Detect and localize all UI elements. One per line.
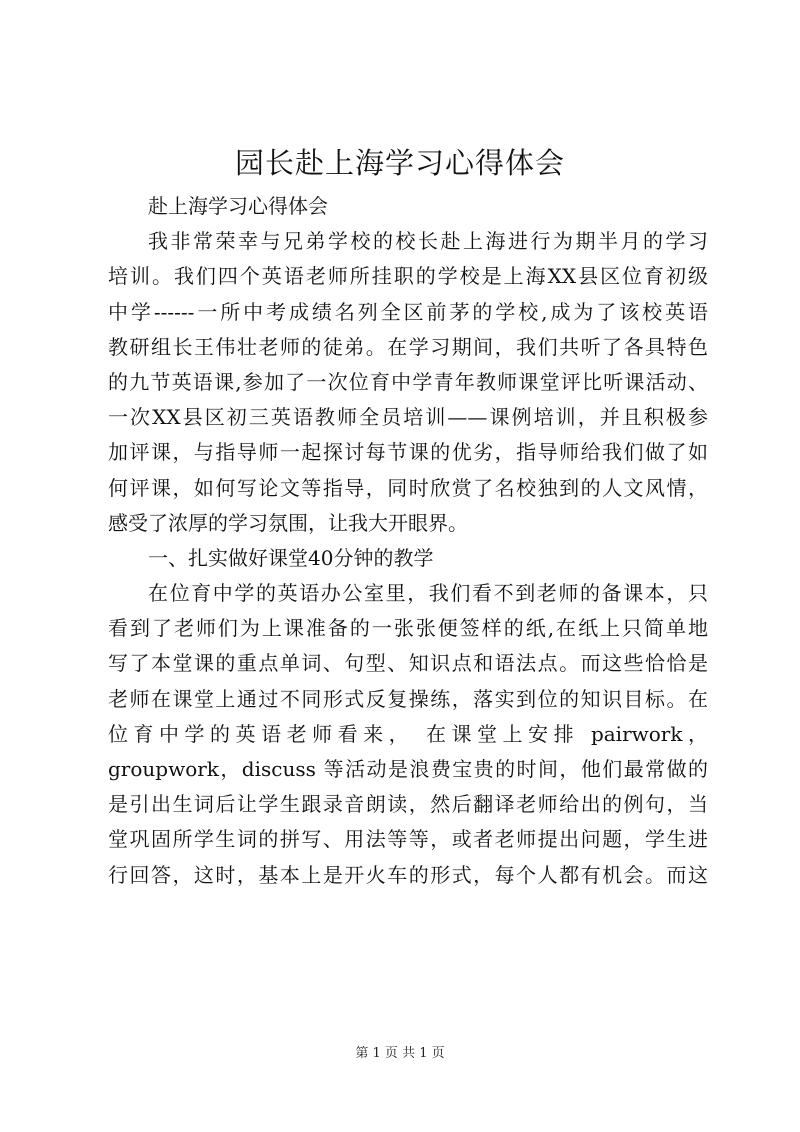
document-body (108, 189, 708, 893)
paragraph-line: 老师在课堂上通过不同形式反复操练，落实到位的知识目标。在 (108, 686, 708, 711)
subtitle-line: 赴上海学习心得体会 (148, 194, 328, 218)
paragraph-line: 的九节英语课,参加了一次位育中学青年教师课堂评比听课活动、 (108, 369, 708, 394)
paragraph-line: 教研组长王伟壮老师的徒弟。在学习期间，我们共听了各具特色 (108, 334, 708, 359)
paragraph-line: 培训。我们四个英语老师所挂职的学校是上海XX县区位育初级 (108, 264, 708, 289)
paragraph-line: 加评课，与指导师一起探讨每节课的优劣，指导师给我们做了如 (108, 440, 708, 465)
paragraph-line: 感受了浓厚的学习氛围，让我大开眼界。 (108, 510, 468, 535)
paragraph-line: 位育中学的英语老师看来， 在课堂上安排 pairwork， (108, 721, 708, 746)
paragraph-line: 堂巩固所学生词的拼写、用法等等，或者老师提出问题，学生进 (108, 827, 708, 852)
paragraph-line: 写了本堂课的重点单词、句型、知识点和语法点。而这些恰恰是 (108, 651, 708, 676)
document-title: 园长赴上海学习心得体会 (234, 146, 565, 180)
page-footer: 第 1 页 共 1 页 (355, 1046, 445, 1061)
paragraph-line: 我非常荣幸与兄弟学校的校长赴上海进行为期半月的学习 (148, 229, 708, 254)
paragraph-line: 行回答，这时，基本上是开火车的形式，每个人都有机会。而这 (108, 862, 708, 887)
section-heading: 一、扎实做好课堂40分钟的教学 (148, 545, 434, 570)
paragraph-line: 中学------一所中考成绩名列全区前茅的学校,成为了该校英语 (108, 299, 708, 324)
paragraph-line: 一次XX县区初三英语教师全员培训——课例培训，并且积极参 (108, 405, 708, 430)
paragraph-line: 在位育中学的英语办公室里，我们看不到老师的备课本，只 (148, 581, 708, 606)
paragraph-line: 是引出生词后让学生跟录音朗读，然后翻译老师给出的例句，当 (108, 792, 708, 817)
paragraph-line: groupwork，discuss 等活动是浪费宝贵的时间，他们最常做的 (108, 757, 708, 781)
paragraph-line: 看到了老师们为上课准备的一张张便签样的纸,在纸上只简单地 (108, 616, 708, 641)
paragraph-line: 何评课，如何写论文等指导，同时欣赏了名校独到的人文风情， (108, 475, 708, 500)
